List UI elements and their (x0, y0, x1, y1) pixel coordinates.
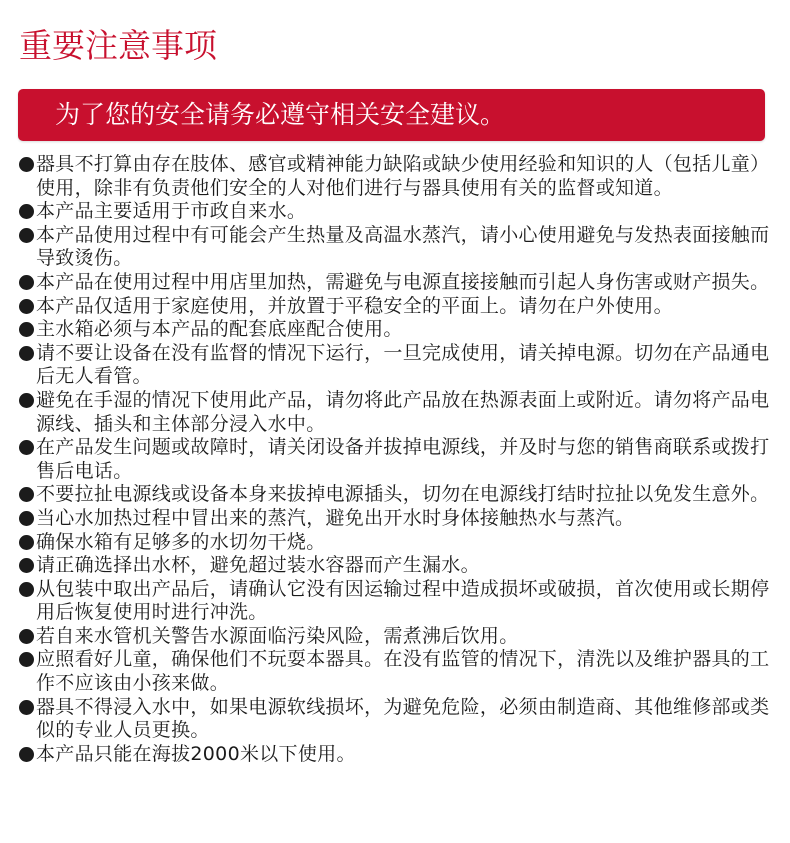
bullet-icon (19, 299, 34, 314)
list-item-text: 应照看好儿童，确保他们不玩耍本器具。在没有监管的情况下，清洗以及维护器具的工作不应该由小孩来做。 (36, 648, 770, 695)
list-item (18, 648, 780, 695)
list-item (18, 743, 780, 767)
list-item (18, 318, 780, 342)
bullet-icon (19, 652, 34, 667)
list-item-text: 若自来水管机关警告水源面临污染风险，需煮沸后饮用。 (36, 624, 519, 647)
list-item-text: 器具不得浸入水中，如果电源软线损坏，为避免危险，必须由制造商、其他维修部或类似的专业人员更换。 (36, 695, 770, 742)
list-item-text: 本产品在使用过程中用店里加热，需避免与电源直接接触而引起人身伤害或财产损失。 (36, 270, 770, 293)
list-item-text: 器具不打算由存在肢体、感官或精神能力缺陷或缺少使用经验和知识的人（包括儿童）使用，除非有负责他们安全的人对他们进行与器具使用有关的监督或知道。 (36, 153, 770, 199)
list-item (18, 531, 780, 555)
bullet-icon (19, 322, 34, 337)
list-item (18, 578, 780, 625)
list-item (18, 554, 780, 578)
bullet-icon (19, 558, 34, 573)
bullet-icon (19, 275, 34, 290)
bullet-icon (19, 440, 34, 455)
list-item-text: 本产品主要适用于市政自来水。 (36, 200, 307, 223)
bullet-icon (19, 535, 34, 550)
list-item (18, 507, 780, 531)
banner-text: 为了您的安全请务必遵守相关安全建议。 (55, 100, 506, 129)
list-item-text: 请不要让设备在没有监督的情况下运行，一旦完成使用，请关掉电源。切勿在产品通电后无人看管。 (36, 341, 770, 388)
list-item (18, 153, 780, 200)
bullet-icon (19, 157, 34, 172)
list-item-text: 本产品使用过程中有可能会产生热量及高温水蒸汽，请小心使用避免与发热表面接触而导致烫伤。 (36, 223, 770, 270)
bullet-icon (19, 204, 34, 219)
list-item-text: 避免在手湿的情况下使用此产品，请勿将此产品放在热源表面上或附近。请勿将产品电源线、插头和主体部分浸入水中。 (36, 388, 770, 435)
bullet-icon (19, 346, 34, 361)
list-item-text: 在产品发生问题或故障时，请关闭设备并拔掉电源线，并及时与您的销售商联系或拨打售后电话。 (36, 436, 770, 482)
list-item (18, 436, 780, 483)
list-item-text: 主水箱必须与本产品的配套底座配合使用。 (36, 318, 403, 341)
list-item-text: 从包装中取出产品后，请确认它没有因运输过程中造成损坏或破损，首次使用或长期停用后恢复使用时进行冲洗。 (36, 577, 770, 624)
bullet-icon (19, 747, 34, 762)
list-item-text: 本产品仅适用于家庭使用，并放置于平稳安全的平面上。请勿在户外使用。 (36, 294, 673, 317)
list-item (18, 483, 780, 507)
bullet-icon (19, 393, 34, 408)
list-item-text: 当心水加热过程中冒出来的蒸汽，避免出开水时身体接触热水与蒸汽。 (36, 506, 635, 529)
list-item (18, 389, 780, 436)
bullet-icon (19, 511, 34, 526)
list-item (18, 271, 780, 295)
list-item (18, 342, 780, 389)
list-item (18, 200, 780, 224)
bullet-icon (19, 228, 34, 243)
list-item (18, 625, 780, 649)
bullet-icon (19, 582, 34, 597)
list-item-text: 本产品只能在海拔2000米以下使用。 (36, 742, 356, 765)
bullet-icon (19, 487, 34, 502)
list-item (18, 696, 780, 743)
safety-notice-list (18, 153, 780, 766)
page-title: 重要注意事项 (19, 26, 217, 65)
list-item (18, 295, 780, 319)
list-item-text: 请正确选择出水杯，避免超过装水容器而产生漏水。 (36, 554, 480, 577)
bullet-icon (19, 629, 34, 644)
list-item-text: 不要拉扯电源线或设备本身来拔掉电源插头，切勿在电源线打结时拉扯以免发生意外。 (36, 483, 770, 506)
safety-banner (18, 89, 765, 141)
list-item (18, 224, 780, 271)
bullet-icon (19, 700, 34, 715)
list-item-text: 确保水箱有足够多的水切勿干烧。 (36, 530, 326, 553)
